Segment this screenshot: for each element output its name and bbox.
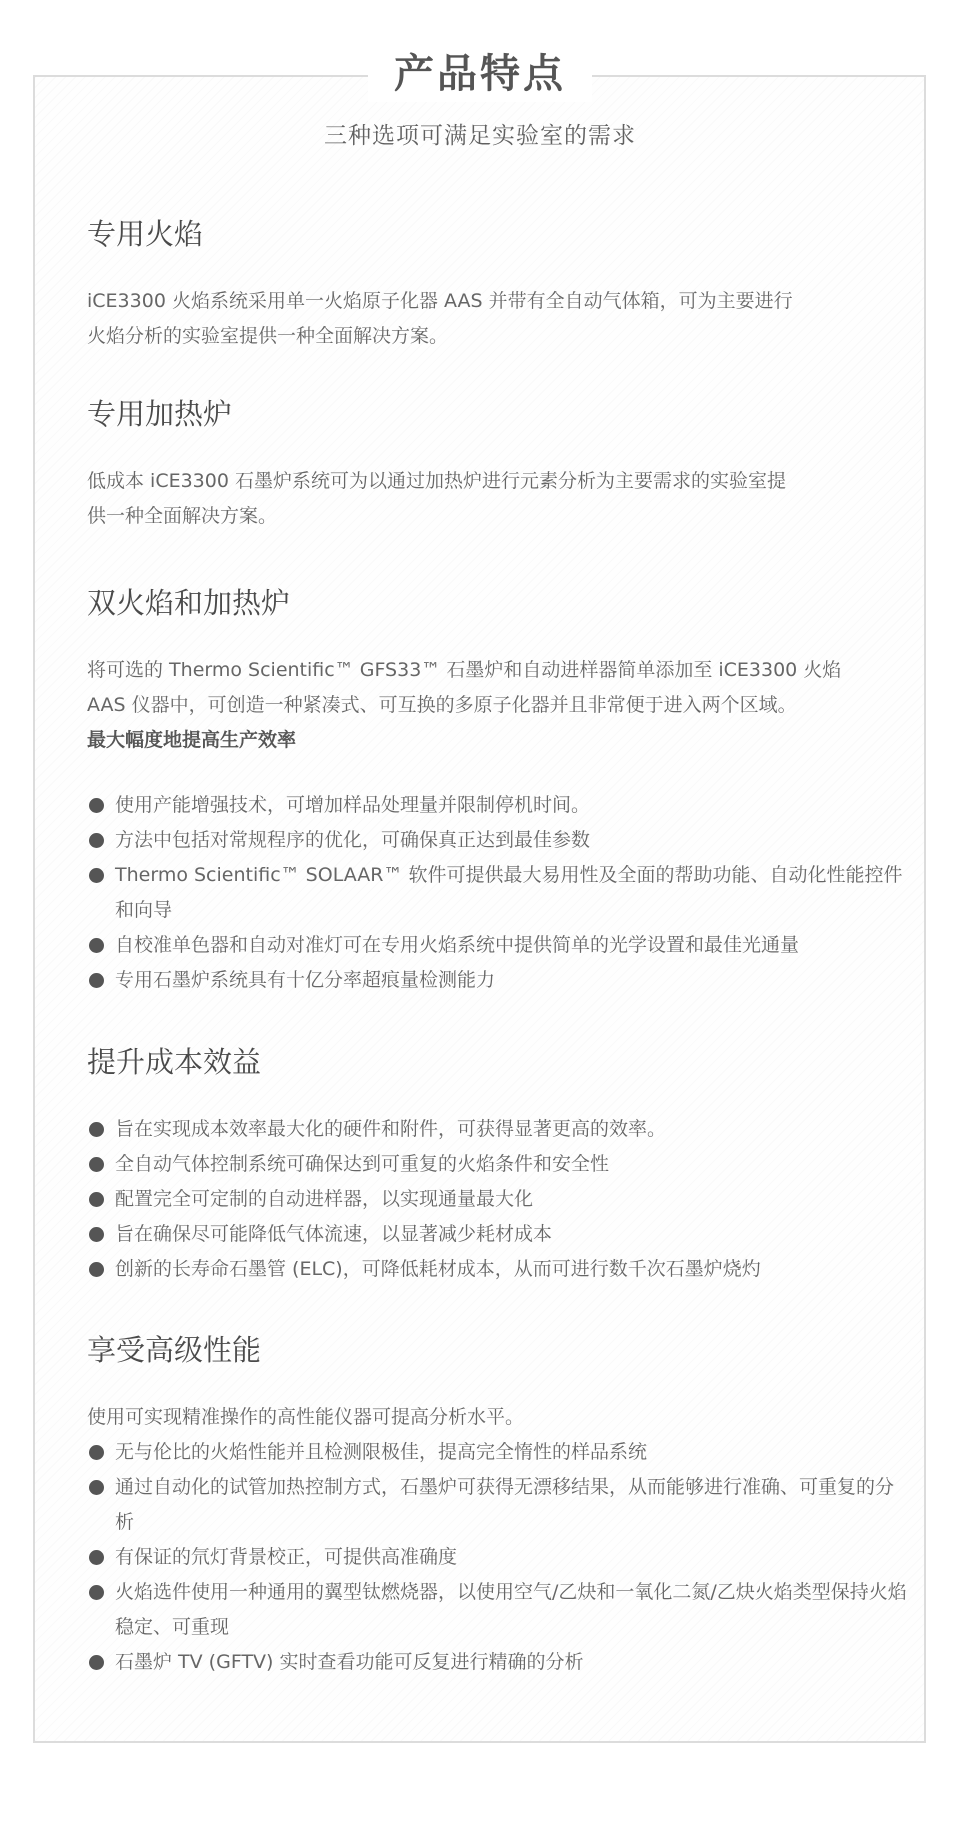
list-item (87, 1540, 907, 1575)
bullet-dot-icon (89, 1227, 104, 1242)
list-item-text: 有保证的氘灯背景校正，可提供高准确度 (115, 1546, 458, 1568)
list-item (87, 928, 907, 963)
bullet-dot-icon (89, 1480, 104, 1495)
list-item-text: 无与伦比的火焰性能并且检测限极佳，提高完全惰性的样品系统 (115, 1441, 648, 1463)
section-dual-flame-furnace (87, 583, 907, 998)
section-heading: 享受高级性能 (87, 1333, 262, 1367)
section-advanced-performance (87, 1330, 907, 1680)
list-item-text: Thermo Scientific™ SOLAAR™ 软件可提供最大易用性及全面的帮助功能、自动化性能控件和向导 (115, 864, 903, 921)
list-item (87, 1470, 907, 1540)
bullet-dot-icon (89, 1655, 104, 1670)
list-item-text: 旨在确保尽可能降低气体流速，以显著减少耗材成本 (115, 1223, 553, 1245)
bullet-dot-icon (89, 973, 104, 988)
section-text-line: 将可选的 Thermo Scientific™ GFS33™ 石墨炉和自动进样器简单添加至 iCE3300 火焰 (87, 659, 842, 681)
list-item (87, 1575, 907, 1645)
section-dedicated-flame (87, 214, 907, 354)
list-item-text: 使用产能增强技术，可增加样品处理量并限制停机时间。 (115, 794, 591, 816)
list-item (87, 1182, 907, 1217)
bullet-dot-icon (89, 1585, 104, 1600)
bullet-dot-icon (89, 1445, 104, 1460)
list-item (87, 858, 907, 928)
list-item (87, 1252, 907, 1287)
list-item-text: 旨在实现成本效率最大化的硬件和附件，可获得显著更高的效率。 (115, 1118, 667, 1140)
list-item-text: 配置完全可定制的自动进样器，以实现通量最大化 (115, 1188, 534, 1210)
section-dedicated-furnace (87, 394, 907, 534)
section-text-line: 低成本 iCE3300 石墨炉系统可为以通过加热炉进行元素分析为主要需求的实验室提 (87, 470, 786, 492)
section-heading: 专用火焰 (87, 217, 204, 251)
list-item-text: 专用石墨炉系统具有十亿分率超痕量检测能力 (115, 969, 496, 991)
list-item (87, 1112, 907, 1147)
list-item (87, 963, 907, 998)
section-heading: 双火焰和加热炉 (87, 586, 291, 620)
section-heading: 专用加热炉 (87, 397, 233, 431)
list-item-text: 通过自动化的试管加热控制方式，石墨炉可获得无漂移结果，从而能够进行准确、可重复的分析 (115, 1476, 895, 1533)
bullet-dot-icon (89, 833, 104, 848)
section-cost-efficiency (87, 1042, 907, 1287)
list-item-text: 火焰选件使用一种通用的翼型钛燃烧器，以使用空气/乙炔和一氧化二氮/乙炔火焰类型保持火焰稳定、可重现 (115, 1581, 907, 1638)
bullet-dot-icon (89, 1550, 104, 1565)
section-heading: 提升成本效益 (87, 1045, 262, 1079)
list-item (87, 823, 907, 858)
page-subtitle: 三种选项可满足实验室的需求 (324, 123, 636, 149)
section-intro: 使用可实现精准操作的高性能仪器可提高分析水平。 (87, 1406, 525, 1428)
section-text-line: 火焰分析的实验室提供一种全面解决方案。 (87, 325, 449, 347)
list-item (87, 1435, 907, 1470)
bullet-dot-icon (89, 868, 104, 883)
list-item (87, 1217, 907, 1252)
bullet-list (87, 1112, 907, 1287)
section-subheading: 最大幅度地提高生产效率 (87, 729, 297, 751)
list-item (87, 1645, 907, 1680)
section-text-line: AAS 仪器中，可创造一种紧凑式、可互换的多原子化器并且非常便于进入两个区域。 (87, 694, 797, 716)
section-text-line: 供一种全面解决方案。 (87, 505, 278, 527)
bullet-dot-icon (89, 1157, 104, 1172)
bullet-dot-icon (89, 798, 104, 813)
list-item (87, 788, 907, 823)
bullet-dot-icon (89, 1262, 104, 1277)
bullet-list (87, 788, 907, 998)
page-title: 产品特点 (368, 46, 592, 102)
bullet-dot-icon (89, 1122, 104, 1137)
list-item-text: 全自动气体控制系统可确保达到可重复的火焰条件和安全性 (115, 1153, 610, 1175)
list-item-text: 方法中包括对常规程序的优化，可确保真正达到最佳参数 (115, 829, 591, 851)
title-wrap (0, 46, 960, 102)
section-text-line: iCE3300 火焰系统采用单一火焰原子化器 AAS 并带有全自动气体箱，可为主要进行 (87, 290, 793, 312)
list-item-text: 石墨炉 TV (GFTV) 实时查看功能可反复进行精确的分析 (115, 1651, 584, 1673)
list-item-text: 自校准单色器和自动对准灯可在专用火焰系统中提供简单的光学设置和最佳光通量 (115, 934, 800, 956)
bullet-list (87, 1435, 907, 1680)
list-item-text: 创新的长寿命石墨管 (ELC)，可降低耗材成本，从而可进行数千次石墨炉烧灼 (115, 1258, 761, 1280)
bullet-dot-icon (89, 938, 104, 953)
list-item (87, 1147, 907, 1182)
bullet-dot-icon (89, 1192, 104, 1207)
